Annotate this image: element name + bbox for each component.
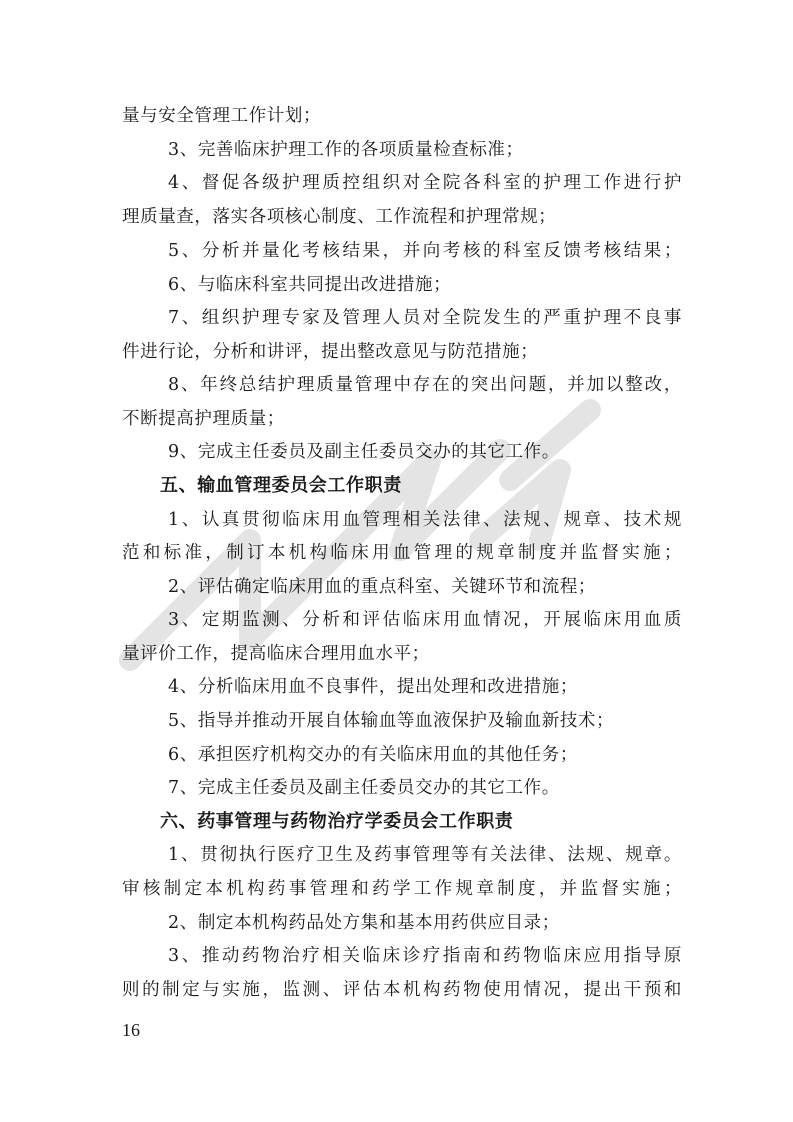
paragraph-line: 件进行论，分析和讲评，提出整改意见与防范措施； [122, 342, 539, 362]
paragraph-line: 6、承担医疗机构交办的有关临床用血的其他任务； [168, 745, 578, 765]
paragraph-line: 5、指导并推动开展自体输血等血液保护及输血新技术； [168, 711, 615, 731]
paragraph-line: 理质量查，落实各项核心制度、工作流程和护理常规； [122, 207, 557, 227]
paragraph-line: 7、组织护理专家及管理人员对全院发生的严重护理不良事 [168, 308, 682, 328]
paragraph-line: 4、督促各级护理质控组织对全院各科室的护理工作进行护 [168, 173, 682, 193]
paragraph-line: 4、分析临床用血不良事件，提出处理和改进措施； [168, 677, 578, 697]
paragraph-line: 1、贯彻执行医疗卫生及药事管理等有关法律、法规、规章。 [168, 845, 682, 865]
paragraph-line: 9、完成主任委员及副主任委员交办的其它工作。 [168, 442, 560, 462]
section-heading-six: 六、药事管理与药物治疗学委员会工作职责 [160, 811, 514, 832]
paragraph-line: 则的制定与实施，监测、评估本机构药物使用情况，提出干预和 [122, 980, 682, 1000]
paragraph-line: 量与安全管理工作计划； [122, 106, 322, 126]
paragraph-line: 不断提高护理质量； [122, 409, 285, 429]
section-heading-five: 五、输血管理委员会工作职责 [160, 475, 402, 496]
paragraph-line: 3、推动药物治疗相关临床诊疗指南和药物临床应用指导原 [168, 946, 682, 966]
paragraph-line: 6、与临床科室共同提出改进措施； [168, 275, 452, 295]
watermark-stroke-2 [350, 450, 500, 550]
paragraph-line: 3、定期监测、分析和评估临床用血情况，开展临床用血质 [168, 610, 682, 630]
paragraph-line: 范和标准，制订本机构临床用血管理的规章制度并监督实施； [122, 543, 682, 563]
paragraph-line: 5、分析并量化考核结果，并向考核的科室反馈考核结果； [168, 241, 682, 261]
paragraph-line: 量评价工作，提高临床合理用血水平； [122, 644, 430, 664]
page-number: 16 [122, 1020, 140, 1040]
paragraph-line: 8、年终总结护理质量管理中存在的突出问题，并加以整改， [168, 375, 682, 395]
paragraph-line: 7、完成主任委员及副主任委员交办的其它工作。 [168, 778, 560, 798]
paragraph-line: 审核制定本机构药事管理和药学工作规章制度，并监督实施； [122, 879, 682, 899]
paragraph-line: 1、认真贯彻临床用血管理相关法律、法规、规章、技术规 [168, 510, 682, 530]
paragraph-line: 3、完善临床护理工作的各项质量检查标准； [168, 140, 524, 160]
paragraph-line: 2、评估确定临床用血的重点科室、关键环节和流程； [168, 577, 597, 597]
paragraph-line: 2、制定本机构药品处方集和基本用药供应目录； [168, 913, 560, 933]
watermark-logo [100, 390, 620, 680]
